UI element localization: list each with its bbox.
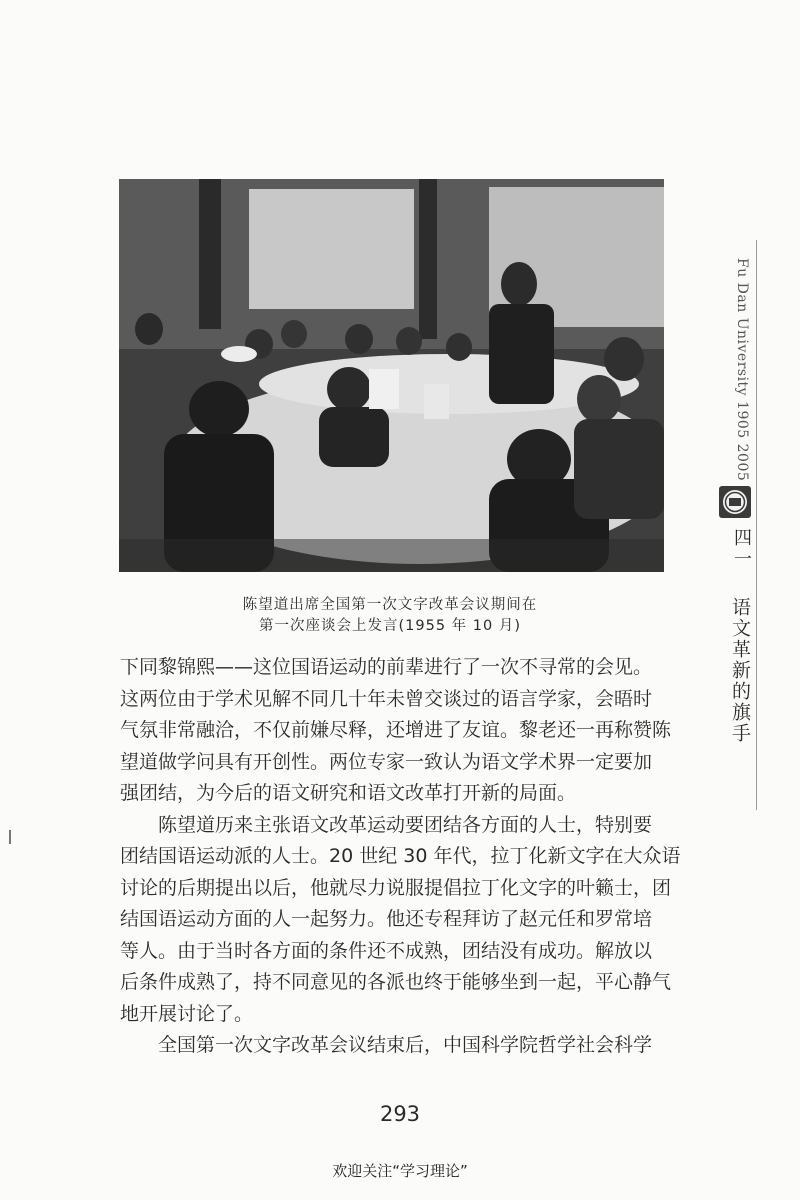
text-line: 气氛非常融洽，不仅前嫌尽释，还增进了友谊。黎老还一再称赞陈 [120, 719, 672, 741]
university-label: Fu Dan University 1905 2005 [734, 258, 750, 482]
text-line: 陈望道历来主张语文改革运动要团结各方面的人士，特别要 [158, 813, 653, 836]
text-line: 后条件成熟了，持不同意见的各派也终于能够坐到一起，平心静气 [120, 971, 672, 993]
photo-caption-line-2: 第一次座谈会上发言(1955 年 10 月) [259, 618, 521, 634]
page-number: 293 [379, 1102, 421, 1126]
text-line: 结国语运动方面的人一起努力。他还专程拜访了赵元任和罗常培 [120, 908, 653, 930]
meeting-photo-image [119, 179, 664, 572]
text-line: 望道做学问具有开创性。两位专家一致认为语文学术界一定要加 [120, 750, 653, 773]
text-line: 下同黎锦熙——这位国语运动的前辈进行了一次不寻常的会见。 [120, 656, 653, 678]
text-line: 全国第一次文字改革会议结束后，中国科学院哲学社会科学 [158, 1034, 653, 1056]
text-line: 等人。由于当时各方面的条件还不成熟，团结没有成功。解放以 [120, 939, 653, 962]
text-line: 讨论的后期提出以后，他就尽力说服提倡拉丁化文字的叶籁士，团 [120, 876, 672, 899]
text-line: 团结国语运动派的人士。20 世纪 30 年代，拉丁化新文字在大众语 [120, 845, 681, 867]
text-line: 这两位由于学术见解不同几十年未曾交谈过的语言学家，会晤时 [120, 687, 653, 710]
paragraph-2 [120, 810, 680, 1031]
text-line: 强团结，为今后的语文研究和语文改革打开新的局面。 [120, 782, 577, 804]
text-line: 地开展讨论了。 [120, 1002, 254, 1025]
paragraph-1 [120, 652, 680, 810]
photo-caption-line-1: 陈望道出席全国第一次文字改革会议期间在 [242, 597, 538, 613]
paragraph-3 [120, 1030, 680, 1062]
chapter-title: 语文革新的旗手 [729, 597, 751, 744]
chapter-number: 四一 [731, 528, 752, 570]
footer-note: 欢迎关注“学习理论” [332, 1162, 468, 1180]
margin-divider [756, 240, 757, 810]
body-text [120, 652, 680, 1062]
meeting-photo [119, 179, 664, 572]
scan-mark [9, 830, 11, 844]
university-seal-icon [719, 486, 751, 518]
